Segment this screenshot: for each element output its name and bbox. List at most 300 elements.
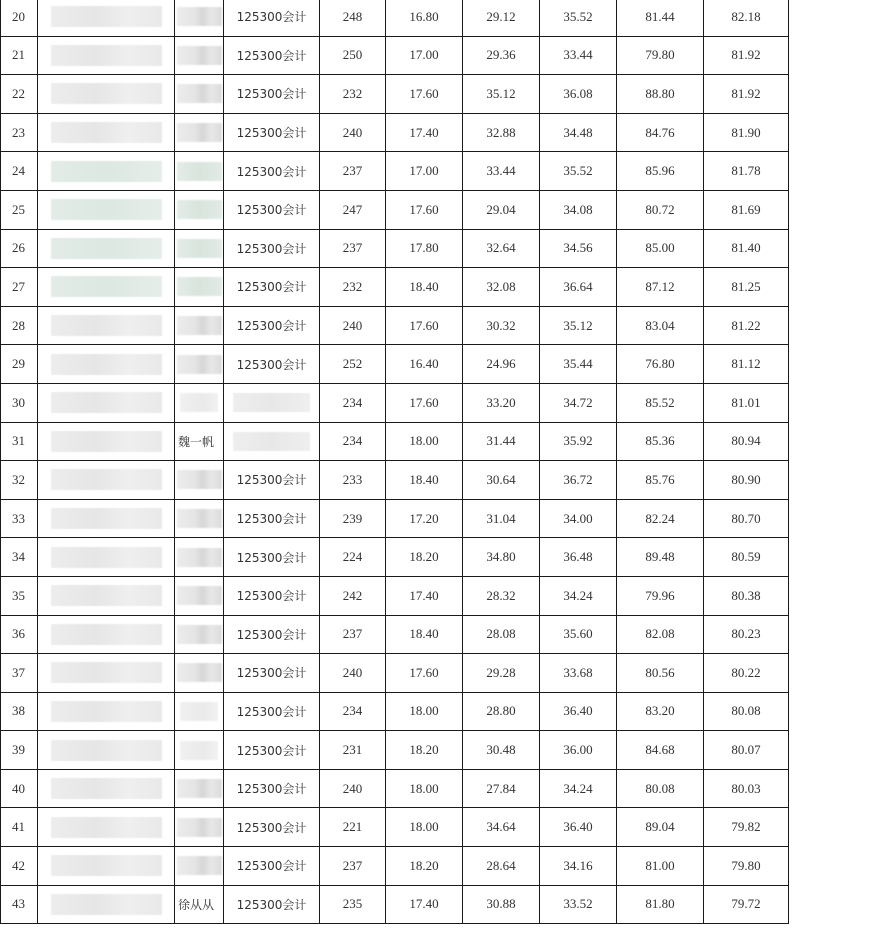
cell-score-1: 18.40: [386, 268, 463, 307]
redacted-block: [177, 586, 222, 605]
cell-score-2: 35.12: [463, 75, 540, 114]
cell-score-2: 34.80: [463, 538, 540, 577]
redacted-block: [51, 315, 162, 336]
cell-score-1: 17.60: [386, 383, 463, 422]
redacted-block: [51, 83, 162, 104]
cell-name: [175, 847, 224, 886]
cell-redacted-id: [38, 538, 175, 577]
cell-score-4: 83.20: [617, 692, 704, 731]
cell-name: [175, 345, 224, 384]
cell-row-number: 33: [1, 499, 38, 538]
cell-final: 81.01: [704, 383, 789, 422]
redacted-block: [51, 740, 162, 761]
redacted-block: [177, 46, 222, 65]
cell-major: 125300会计: [224, 847, 320, 886]
cell-final: 81.22: [704, 306, 789, 345]
cell-row-number: 35: [1, 576, 38, 615]
cell-total: 233: [320, 461, 386, 500]
cell-major: 125300会计: [224, 731, 320, 770]
cell-score-1: 16.80: [386, 0, 463, 36]
cell-score-2: 28.32: [463, 576, 540, 615]
cell-total: 232: [320, 268, 386, 307]
cell-redacted-id: [38, 190, 175, 229]
cell-row-number: 31: [1, 422, 38, 461]
redacted-block: [233, 393, 310, 412]
cell-name: [175, 152, 224, 191]
cell-score-3: 36.40: [540, 808, 617, 847]
redacted-block: [180, 393, 218, 412]
cell-major: 125300会计: [224, 885, 320, 924]
cell-total: 234: [320, 383, 386, 422]
cell-major: 125300会计: [224, 692, 320, 731]
cell-final: 81.12: [704, 345, 789, 384]
cell-final: 80.22: [704, 654, 789, 693]
cell-score-3: 34.72: [540, 383, 617, 422]
cell-major: [224, 422, 320, 461]
table-row: [1, 190, 789, 229]
cell-name: [175, 36, 224, 75]
redacted-block: [51, 161, 162, 182]
cell-final: 80.07: [704, 731, 789, 770]
redacted-block: [177, 7, 222, 26]
redacted-block: [177, 123, 222, 142]
table-row: [1, 268, 789, 307]
redacted-block: [51, 431, 162, 452]
cell-final: 81.92: [704, 75, 789, 114]
cell-redacted-id: [38, 229, 175, 268]
redacted-block: [51, 624, 162, 645]
cell-score-2: 30.32: [463, 306, 540, 345]
cell-final: 79.82: [704, 808, 789, 847]
cell-total: 240: [320, 113, 386, 152]
cell-total: 231: [320, 731, 386, 770]
cell-redacted-id: [38, 0, 175, 36]
cell-redacted-id: [38, 152, 175, 191]
cell-score-3: 36.00: [540, 731, 617, 770]
cell-score-3: 34.56: [540, 229, 617, 268]
cell-total: 235: [320, 885, 386, 924]
cell-score-1: 18.00: [386, 692, 463, 731]
table-row: [1, 576, 789, 615]
cell-score-4: 85.76: [617, 461, 704, 500]
cell-row-number: 37: [1, 654, 38, 693]
cell-redacted-id: [38, 692, 175, 731]
cell-score-1: 17.40: [386, 113, 463, 152]
cell-score-3: 36.64: [540, 268, 617, 307]
cell-final: 79.80: [704, 847, 789, 886]
cell-score-4: 88.80: [617, 75, 704, 114]
cell-score-4: 82.08: [617, 615, 704, 654]
cell-score-4: 81.80: [617, 885, 704, 924]
table-row: [1, 769, 789, 808]
table-row: [1, 499, 789, 538]
cell-score-2: 28.64: [463, 847, 540, 886]
cell-score-1: 18.00: [386, 808, 463, 847]
table-row: [1, 731, 789, 770]
cell-score-4: 79.96: [617, 576, 704, 615]
cell-total: 239: [320, 499, 386, 538]
cell-score-3: 35.60: [540, 615, 617, 654]
cell-row-number: 42: [1, 847, 38, 886]
cell-major: [224, 383, 320, 422]
cell-major: 125300会计: [224, 461, 320, 500]
cell-final: 80.90: [704, 461, 789, 500]
cell-name: [175, 576, 224, 615]
cell-score-4: 84.76: [617, 113, 704, 152]
cell-redacted-id: [38, 808, 175, 847]
cell-total: 234: [320, 692, 386, 731]
cell-final: 81.25: [704, 268, 789, 307]
cell-score-1: 17.00: [386, 36, 463, 75]
cell-score-3: 35.44: [540, 345, 617, 384]
cell-total: 248: [320, 0, 386, 36]
cell-total: 242: [320, 576, 386, 615]
cell-final: 81.40: [704, 229, 789, 268]
cell-row-number: 36: [1, 615, 38, 654]
cell-final: 79.72: [704, 885, 789, 924]
cell-major: 125300会计: [224, 654, 320, 693]
redacted-block: [177, 162, 222, 181]
cell-score-1: 17.60: [386, 306, 463, 345]
redacted-block: [177, 509, 222, 528]
redacted-block: [51, 508, 162, 529]
cell-major: 125300会计: [224, 113, 320, 152]
cell-score-2: 31.04: [463, 499, 540, 538]
cell-redacted-id: [38, 383, 175, 422]
cell-score-2: 33.44: [463, 152, 540, 191]
cell-name: [175, 229, 224, 268]
cell-major: 125300会计: [224, 538, 320, 577]
cell-score-4: 80.72: [617, 190, 704, 229]
redacted-block: [177, 663, 222, 682]
cell-score-1: 18.20: [386, 538, 463, 577]
cell-score-4: 85.52: [617, 383, 704, 422]
table-body: [1, 0, 789, 924]
cell-row-number: 34: [1, 538, 38, 577]
cell-final: 81.78: [704, 152, 789, 191]
cell-major: 125300会计: [224, 229, 320, 268]
cell-row-number: 30: [1, 383, 38, 422]
cell-score-1: 17.00: [386, 152, 463, 191]
cell-redacted-id: [38, 731, 175, 770]
cell-score-3: 36.48: [540, 538, 617, 577]
redacted-block: [51, 392, 162, 413]
cell-total: 232: [320, 75, 386, 114]
cell-score-4: 85.36: [617, 422, 704, 461]
cell-score-3: 36.40: [540, 692, 617, 731]
cell-final: 80.38: [704, 576, 789, 615]
cell-major: 125300会计: [224, 0, 320, 36]
cell-total: 237: [320, 847, 386, 886]
cell-major: 125300会计: [224, 268, 320, 307]
cell-redacted-id: [38, 75, 175, 114]
cell-score-2: 29.12: [463, 0, 540, 36]
cell-name: [175, 769, 224, 808]
redacted-block: [51, 662, 162, 683]
cell-score-2: 33.20: [463, 383, 540, 422]
cell-score-2: 29.04: [463, 190, 540, 229]
cell-redacted-id: [38, 306, 175, 345]
redacted-block: [180, 741, 218, 760]
cell-redacted-id: [38, 345, 175, 384]
cell-score-2: 27.84: [463, 769, 540, 808]
cell-score-2: 32.08: [463, 268, 540, 307]
cell-score-4: 83.04: [617, 306, 704, 345]
cell-redacted-id: [38, 847, 175, 886]
cell-score-4: 80.56: [617, 654, 704, 693]
redacted-block: [51, 6, 162, 27]
cell-row-number: 43: [1, 885, 38, 924]
cell-score-2: 32.88: [463, 113, 540, 152]
cell-score-3: 34.24: [540, 769, 617, 808]
cell-score-2: 30.88: [463, 885, 540, 924]
redacted-block: [177, 856, 222, 875]
cell-row-number: 22: [1, 75, 38, 114]
cell-major: 125300会计: [224, 36, 320, 75]
cell-major: 125300会计: [224, 615, 320, 654]
cell-name: [175, 383, 224, 422]
cell-row-number: 21: [1, 36, 38, 75]
cell-total: 234: [320, 422, 386, 461]
cell-total: 252: [320, 345, 386, 384]
cell-redacted-id: [38, 499, 175, 538]
redacted-block: [177, 200, 222, 219]
cell-score-4: 80.08: [617, 769, 704, 808]
table-row: [1, 113, 789, 152]
cell-redacted-id: [38, 268, 175, 307]
cell-name: [175, 190, 224, 229]
redacted-block: [177, 239, 222, 258]
cell-score-3: 34.24: [540, 576, 617, 615]
cell-total: 240: [320, 306, 386, 345]
cell-score-1: 17.60: [386, 75, 463, 114]
cell-score-3: 35.52: [540, 0, 617, 36]
redacted-block: [51, 585, 162, 606]
cell-redacted-id: [38, 576, 175, 615]
table-row: [1, 229, 789, 268]
cell-row-number: 39: [1, 731, 38, 770]
cell-score-1: 18.40: [386, 461, 463, 500]
cell-row-number: 38: [1, 692, 38, 731]
cell-row-number: 26: [1, 229, 38, 268]
redacted-block: [177, 355, 222, 374]
cell-final: 80.08: [704, 692, 789, 731]
cell-total: 240: [320, 654, 386, 693]
cell-major: 125300会计: [224, 808, 320, 847]
redacted-block: [51, 45, 162, 66]
cell-name: [175, 0, 224, 36]
redacted-block: [51, 894, 162, 915]
table-row: [1, 152, 789, 191]
cell-name: [175, 461, 224, 500]
cell-name: [175, 499, 224, 538]
cell-total: 221: [320, 808, 386, 847]
cell-major: 125300会计: [224, 306, 320, 345]
cell-score-4: 76.80: [617, 345, 704, 384]
cell-score-3: 34.00: [540, 499, 617, 538]
cell-total: 247: [320, 190, 386, 229]
cell-score-3: 33.52: [540, 885, 617, 924]
cell-final: 81.90: [704, 113, 789, 152]
cell-total: 237: [320, 229, 386, 268]
table-row: [1, 461, 789, 500]
cell-total: 250: [320, 36, 386, 75]
cell-score-3: 34.16: [540, 847, 617, 886]
cell-score-3: 36.08: [540, 75, 617, 114]
cell-final: 80.59: [704, 538, 789, 577]
cell-score-4: 85.00: [617, 229, 704, 268]
cell-name: [175, 808, 224, 847]
cell-score-4: 81.44: [617, 0, 704, 36]
cell-redacted-id: [38, 885, 175, 924]
cell-redacted-id: [38, 654, 175, 693]
table-row: [1, 75, 789, 114]
table-row: [1, 383, 789, 422]
cell-score-3: 35.92: [540, 422, 617, 461]
cell-row-number: 27: [1, 268, 38, 307]
cell-row-number: 23: [1, 113, 38, 152]
cell-total: 237: [320, 615, 386, 654]
cell-score-2: 34.64: [463, 808, 540, 847]
cell-score-2: 29.28: [463, 654, 540, 693]
table-row: [1, 306, 789, 345]
cell-score-1: 18.00: [386, 422, 463, 461]
cell-row-number: 32: [1, 461, 38, 500]
cell-major: 125300会计: [224, 190, 320, 229]
cell-score-3: 35.52: [540, 152, 617, 191]
cell-score-4: 85.96: [617, 152, 704, 191]
cell-row-number: 20: [1, 0, 38, 36]
redacted-block: [51, 238, 162, 259]
cell-score-1: 18.20: [386, 847, 463, 886]
cell-score-3: 36.72: [540, 461, 617, 500]
table-row: [1, 615, 789, 654]
cell-score-2: 31.44: [463, 422, 540, 461]
cell-final: 82.18: [704, 0, 789, 36]
cell-score-3: 34.48: [540, 113, 617, 152]
redacted-block: [51, 276, 162, 297]
cell-name: [175, 113, 224, 152]
table-row: [1, 0, 789, 36]
cell-name: [175, 654, 224, 693]
redacted-block: [177, 316, 222, 335]
cell-redacted-id: [38, 36, 175, 75]
cell-name: 徐从从: [175, 885, 224, 924]
cell-score-1: 18.00: [386, 769, 463, 808]
redacted-block: [51, 855, 162, 876]
redacted-block: [177, 84, 222, 103]
redacted-block: [177, 625, 222, 644]
cell-major: 125300会计: [224, 769, 320, 808]
cell-major: 125300会计: [224, 345, 320, 384]
cell-score-3: 35.12: [540, 306, 617, 345]
cell-score-1: 17.80: [386, 229, 463, 268]
cell-total: 237: [320, 152, 386, 191]
cell-score-2: 32.64: [463, 229, 540, 268]
table-row: [1, 654, 789, 693]
cell-score-2: 24.96: [463, 345, 540, 384]
cell-score-1: 18.40: [386, 615, 463, 654]
cell-score-1: 17.40: [386, 576, 463, 615]
cell-row-number: 25: [1, 190, 38, 229]
redacted-block: [51, 354, 162, 375]
redacted-block: [51, 547, 162, 568]
cell-name: [175, 306, 224, 345]
redacted-block: [233, 432, 310, 451]
cell-redacted-id: [38, 461, 175, 500]
redacted-block: [177, 818, 222, 837]
redacted-block: [177, 548, 222, 567]
table-row: [1, 847, 789, 886]
cell-redacted-id: [38, 422, 175, 461]
redacted-block: [177, 779, 222, 798]
cell-score-4: 87.12: [617, 268, 704, 307]
redacted-block: [177, 470, 222, 489]
cell-redacted-id: [38, 113, 175, 152]
redacted-block: [51, 199, 162, 220]
cell-score-3: 33.44: [540, 36, 617, 75]
cell-score-1: 17.60: [386, 654, 463, 693]
cell-row-number: 29: [1, 345, 38, 384]
cell-name: [175, 538, 224, 577]
cell-score-4: 89.04: [617, 808, 704, 847]
cell-final: 80.70: [704, 499, 789, 538]
cell-final: 80.94: [704, 422, 789, 461]
redacted-block: [51, 122, 162, 143]
cell-score-2: 29.36: [463, 36, 540, 75]
cell-score-1: 17.60: [386, 190, 463, 229]
cell-major: 125300会计: [224, 75, 320, 114]
cell-name: [175, 268, 224, 307]
cell-row-number: 40: [1, 769, 38, 808]
cell-score-2: 30.64: [463, 461, 540, 500]
redacted-block: [180, 702, 218, 721]
cell-score-1: 16.40: [386, 345, 463, 384]
cell-final: 80.23: [704, 615, 789, 654]
cell-final: 80.03: [704, 769, 789, 808]
table-row: [1, 345, 789, 384]
cell-major: 125300会计: [224, 576, 320, 615]
table-row: [1, 538, 789, 577]
cell-score-2: 28.80: [463, 692, 540, 731]
cell-score-1: 17.20: [386, 499, 463, 538]
redacted-block: [177, 277, 222, 296]
table-row: [1, 808, 789, 847]
cell-score-3: 33.68: [540, 654, 617, 693]
redacted-block: [51, 469, 162, 490]
cell-name: [175, 615, 224, 654]
cell-name: [175, 75, 224, 114]
cell-name: [175, 731, 224, 770]
cell-score-3: 34.08: [540, 190, 617, 229]
cell-total: 224: [320, 538, 386, 577]
cell-major: 125300会计: [224, 499, 320, 538]
table-row: [1, 885, 789, 924]
cell-row-number: 41: [1, 808, 38, 847]
table-row: [1, 422, 789, 461]
cell-score-4: 81.00: [617, 847, 704, 886]
cell-score-2: 30.48: [463, 731, 540, 770]
redacted-block: [51, 701, 162, 722]
cell-total: 240: [320, 769, 386, 808]
table-row: [1, 692, 789, 731]
redacted-block: [51, 817, 162, 838]
cell-final: 81.69: [704, 190, 789, 229]
table-row: [1, 36, 789, 75]
cell-score-4: 79.80: [617, 36, 704, 75]
cell-row-number: 24: [1, 152, 38, 191]
cell-row-number: 28: [1, 306, 38, 345]
